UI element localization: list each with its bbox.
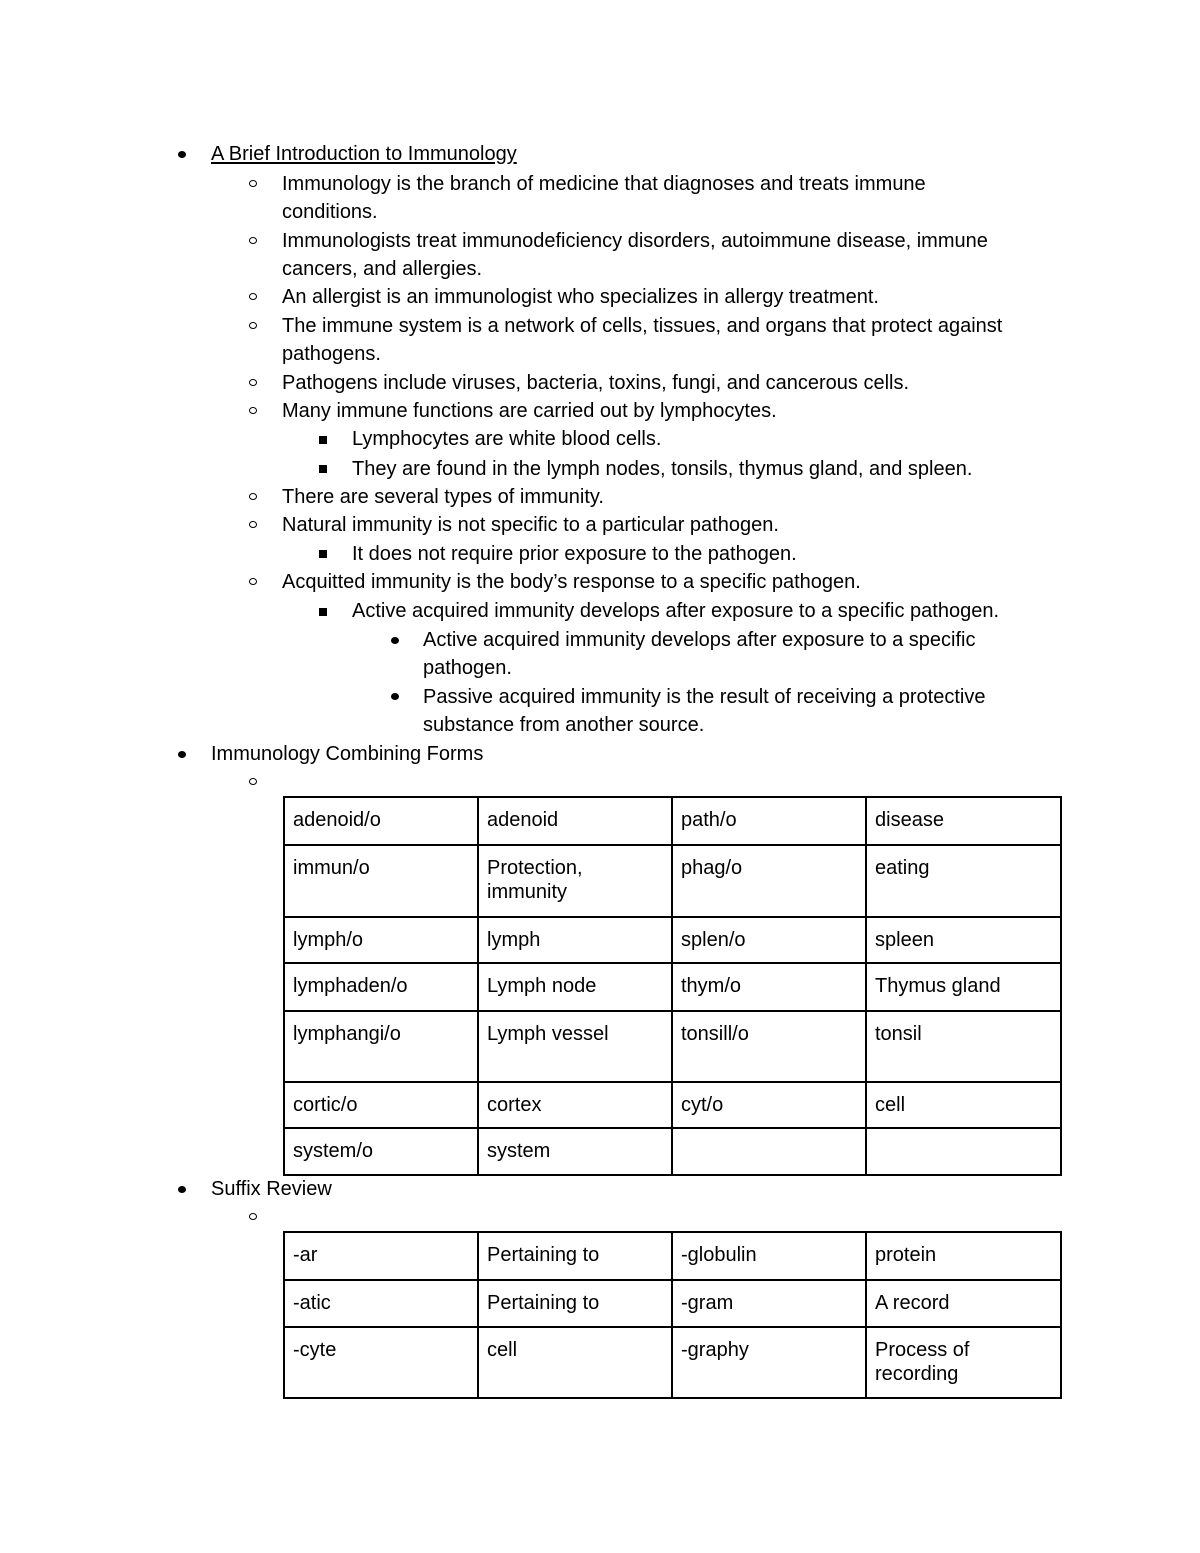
circle-bullet-icon [249, 493, 257, 500]
table-cell: -graphy [672, 1327, 866, 1398]
table-cell: disease [866, 797, 1061, 845]
combining-forms-table [283, 796, 1062, 1176]
list-item: Immunologists treat immunodeficiency disorders, autoimmune disease, immune [282, 230, 988, 252]
table-cell: thym/o [672, 963, 866, 1011]
table-cell: cortex [478, 1082, 672, 1128]
list-item: Active acquired immunity develops after exposure to a specific [423, 629, 976, 651]
list-item: Immunology is the branch of medicine that diagnoses and treats immune [282, 173, 926, 195]
table-cell: adenoid [478, 797, 672, 845]
list-item: An allergist is an immunologist who specializes in allergy treatment. [282, 286, 879, 308]
table-cell: eating [866, 845, 1061, 917]
table-cell: protein [866, 1232, 1061, 1280]
table-cell: phag/o [672, 845, 866, 917]
table-cell: -ar [284, 1232, 478, 1280]
circle-bullet-icon [249, 180, 257, 187]
table-cell: lymphangi/o [284, 1011, 478, 1082]
table-cell: Protection, immunity [478, 845, 672, 917]
table-cell: cell [866, 1082, 1061, 1128]
table-row [284, 845, 1061, 917]
table-cell: -cyte [284, 1327, 478, 1398]
table-cell [672, 1128, 866, 1175]
table-row [284, 1327, 1061, 1398]
circle-bullet-icon [249, 237, 257, 244]
table-row [284, 963, 1061, 1011]
table-cell: lymphaden/o [284, 963, 478, 1011]
list-item: The immune system is a network of cells, tissues, and organs that protect against [282, 315, 1003, 337]
square-bullet-icon [319, 550, 327, 558]
table-cell: tonsill/o [672, 1011, 866, 1082]
table-cell: immun/o [284, 845, 478, 917]
table-cell: Pertaining to [478, 1232, 672, 1280]
table-cell: Lymph node [478, 963, 672, 1011]
table-cell [866, 1128, 1061, 1175]
table-cell: cyt/o [672, 1082, 866, 1128]
list-item: Active acquired immunity develops after exposure to a specific pathogen. [352, 600, 1000, 622]
table-row [284, 1128, 1061, 1175]
list-item: Natural immunity is not specific to a particular pathogen. [282, 514, 779, 536]
circle-bullet-icon [249, 407, 257, 414]
list-item: Acquitted immunity is the body’s response to a specific pathogen. [282, 571, 861, 593]
disc-bullet-icon [391, 637, 399, 644]
list-item: There are several types of immunity. [282, 486, 604, 508]
table-row [284, 1082, 1061, 1128]
disc-bullet-icon [178, 151, 186, 158]
table-cell: lymph/o [284, 917, 478, 963]
disc-bullet-icon [178, 751, 186, 758]
table-cell: Process of recording [866, 1327, 1061, 1398]
table-row [284, 797, 1061, 845]
circle-bullet-icon [249, 1213, 257, 1220]
table-cell: lymph [478, 917, 672, 963]
section-heading-suffix-review: Suffix Review [211, 1178, 332, 1200]
section-heading-intro: A Brief Introduction to Immunology [211, 143, 517, 165]
circle-bullet-icon [249, 778, 257, 785]
table-cell: cell [478, 1327, 672, 1398]
disc-bullet-icon [391, 693, 399, 700]
list-item-continuation: substance from another source. [423, 714, 705, 736]
table-cell: -gram [672, 1280, 866, 1327]
table-row [284, 1011, 1061, 1082]
table-cell: -globulin [672, 1232, 866, 1280]
table-cell: path/o [672, 797, 866, 845]
square-bullet-icon [319, 608, 327, 616]
table-row [284, 1232, 1061, 1280]
table-cell: system [478, 1128, 672, 1175]
table-cell: splen/o [672, 917, 866, 963]
table-cell: tonsil [866, 1011, 1061, 1082]
circle-bullet-icon [249, 293, 257, 300]
list-item-continuation: pathogen. [423, 657, 512, 679]
table-cell: Lymph vessel [478, 1011, 672, 1082]
table-cell: A record [866, 1280, 1061, 1327]
square-bullet-icon [319, 436, 327, 444]
table-cell: spleen [866, 917, 1061, 963]
list-item-continuation: cancers, and allergies. [282, 258, 483, 280]
list-item: Passive acquired immunity is the result of receiving a protective [423, 686, 986, 708]
table-row [284, 917, 1061, 963]
list-item: Lymphocytes are white blood cells. [352, 428, 662, 450]
suffix-review-table [283, 1231, 1062, 1399]
disc-bullet-icon [178, 1186, 186, 1193]
table-row [284, 1280, 1061, 1327]
table-cell: -atic [284, 1280, 478, 1327]
circle-bullet-icon [249, 578, 257, 585]
square-bullet-icon [319, 465, 327, 473]
list-item-continuation: pathogens. [282, 343, 381, 365]
list-item: They are found in the lymph nodes, tonsils, thymus gland, and spleen. [352, 458, 973, 480]
list-item: It does not require prior exposure to the pathogen. [352, 543, 797, 565]
table-cell: adenoid/o [284, 797, 478, 845]
circle-bullet-icon [249, 521, 257, 528]
circle-bullet-icon [249, 322, 257, 329]
table-cell: system/o [284, 1128, 478, 1175]
list-item-continuation: conditions. [282, 201, 378, 223]
table-cell: Pertaining to [478, 1280, 672, 1327]
table-cell: cortic/o [284, 1082, 478, 1128]
table-cell: Thymus gland [866, 963, 1061, 1011]
list-item: Many immune functions are carried out by lymphocytes. [282, 400, 777, 422]
circle-bullet-icon [249, 379, 257, 386]
list-item: Pathogens include viruses, bacteria, toxins, fungi, and cancerous cells. [282, 372, 910, 394]
section-heading-combining-forms: Immunology Combining Forms [211, 743, 484, 765]
